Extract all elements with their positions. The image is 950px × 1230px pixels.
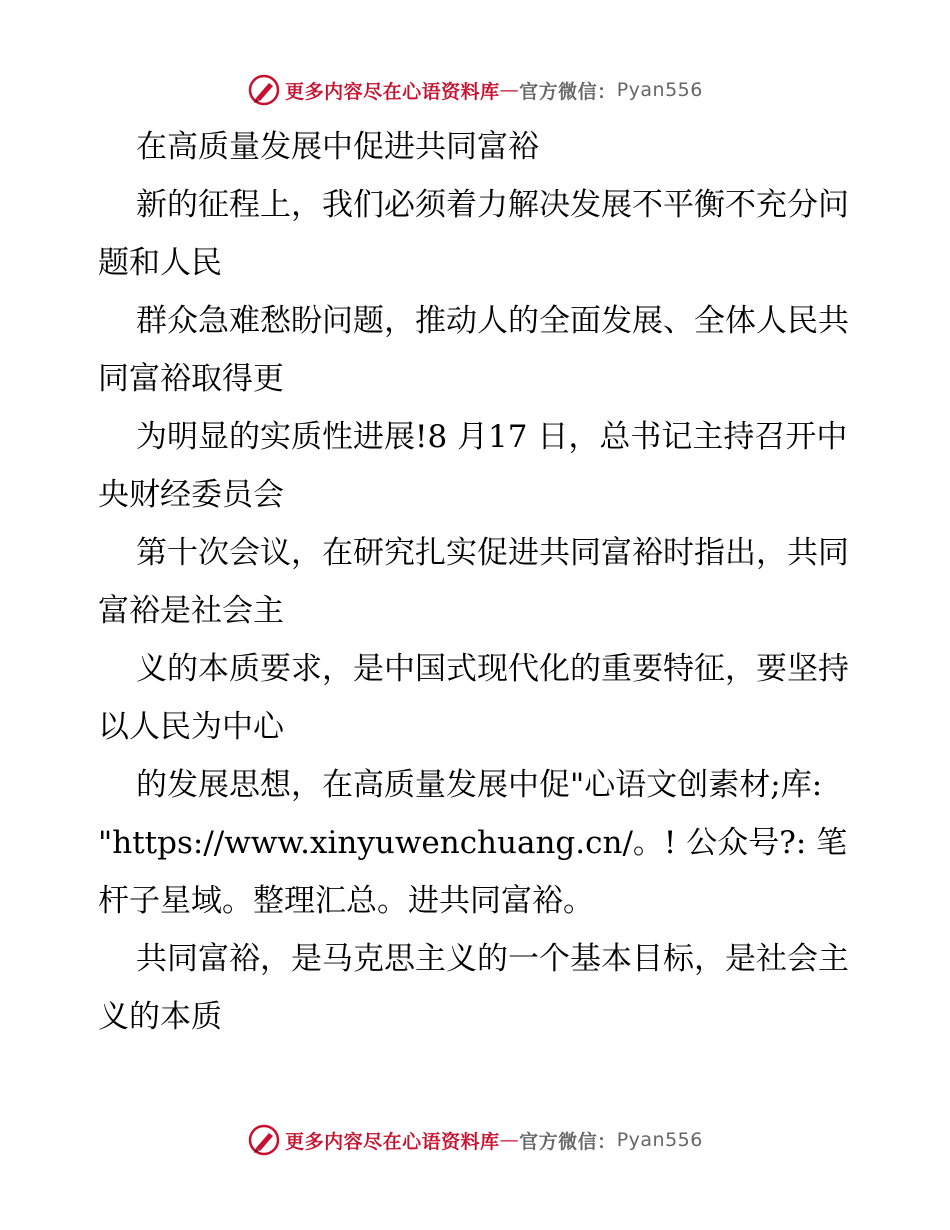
pen-logo-icon (247, 1123, 281, 1157)
paragraph-7: 共同富裕，是马克思主义的一个基本目标，是社会主义的本质 (98, 941, 849, 1035)
banner-wechat-id: Pyan556 (616, 1129, 703, 1151)
banner-dash: — (499, 79, 520, 101)
paragraph-2: 群众急难愁盼问题，推动人的全面发展、全体人民共同富裕取得更 (98, 303, 849, 397)
banner-official-text: 官方微信： (519, 1130, 617, 1153)
paragraph-1: 新的征程上，我们必须着力解决发展不平衡不充分问题和人民 (98, 187, 849, 281)
banner-wechat-id: Pyan556 (616, 79, 703, 101)
footer-banner (0, 1122, 950, 1158)
paragraph-6: 的发展思想，在高质量发展中促"心语文创素材;库: "https://www.xinyuwenchuang.cn/。! 公众号?: 笔杆子星域。整理汇总。进共同富裕。 (98, 767, 848, 919)
paragraph-4: 第十次会议，在研究扎实促进共同富裕时指出，共同富裕是社会主 (98, 535, 849, 629)
header-banner (0, 72, 950, 108)
banner-dash: — (499, 1129, 520, 1151)
banner-official-text: 官方微信： (519, 80, 617, 103)
paragraph-3: 为明显的实质性进展!8 月17 日，总书记主持召开中央财经委员会 (98, 419, 848, 513)
paragraph-5: 义的本质要求，是中国式现代化的重要特征，要坚持以人民为中心 (98, 651, 849, 745)
banner-main-text: 更多内容尽在心语资料库 (285, 80, 500, 103)
banner-main-text: 更多内容尽在心语资料库 (285, 1130, 500, 1153)
document-title: 在高质量发展中促进共同富裕 (136, 129, 539, 165)
document-body (98, 118, 858, 1046)
pen-logo-icon (247, 73, 281, 107)
